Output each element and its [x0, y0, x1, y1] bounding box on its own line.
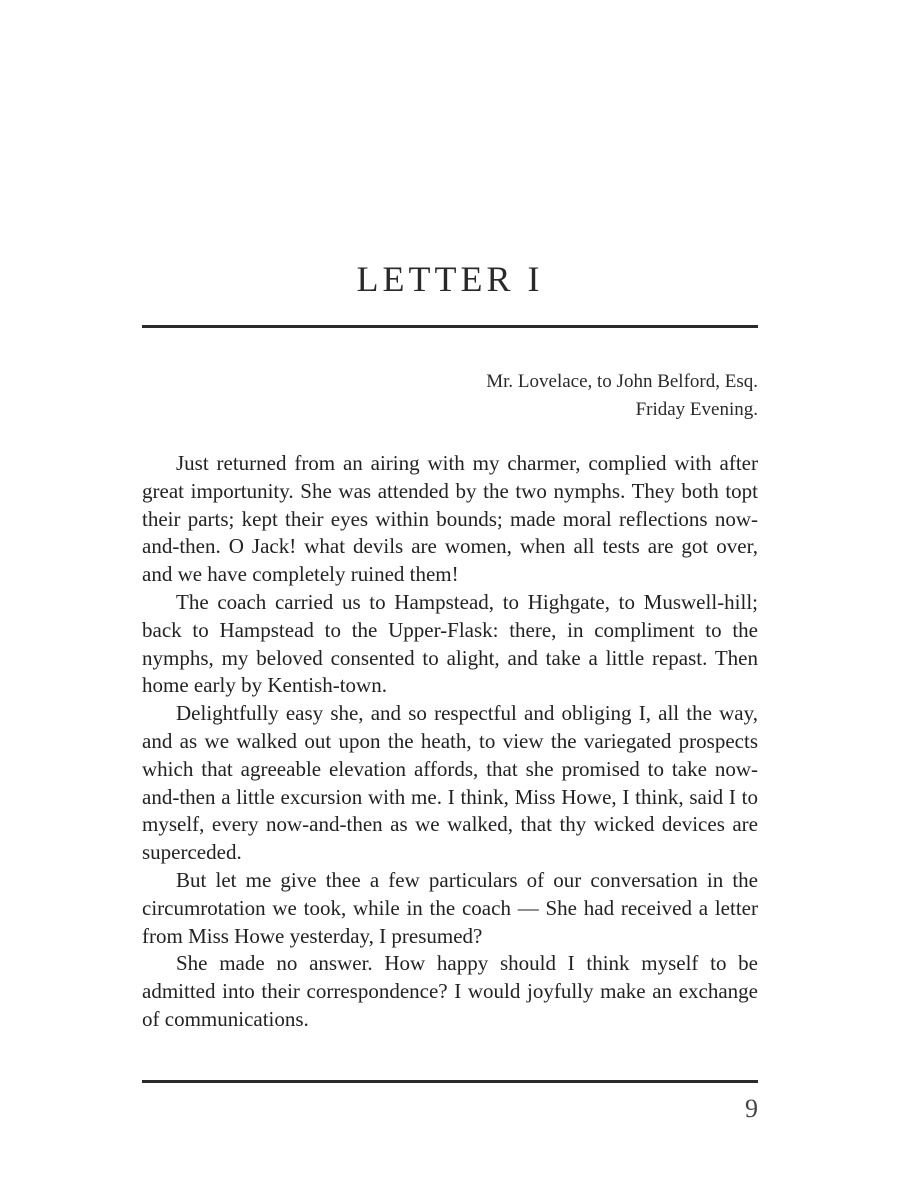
paragraph: Delightfully easy she, and so respectful and obliging I, all the way, and as we walked out upon the heath, to view the variegated prospects which that agreeable elevation affords, that she promised to take now-and-then a little excursion with me. I think, Miss Howe, I think, said I to myself, every now-and-then as we walked, that thy wicked devices are superceded. — [142, 701, 758, 865]
letter-title: LETTER I — [356, 259, 544, 299]
page-number: 9 — [745, 1094, 758, 1123]
paragraph: She made no answer. How happy should I think myself to be admitted into their correspondence? I would joyfully make an exchange of communications. — [142, 951, 758, 1031]
date-line: Friday Evening. — [635, 399, 758, 420]
letter-heading — [486, 368, 758, 424]
paragraph: The coach carried us to Hampstead, to Highgate, to Muswell-hill; back to Hampstead to the Upper-Flask: there, in compliment to the nymphs, my beloved consented to alight, and take a little repast. Then home early by Kentish-town. — [142, 589, 758, 698]
letter-body — [142, 450, 758, 1034]
paragraph: But let me give thee a few particulars of our conversation in the circumrotation we took, while in the coach — She had received a letter from Miss Howe yesterday, I presumed? — [142, 867, 758, 948]
sender-recipient-line: Mr. Lovelace, to John Belford, Esq. — [486, 371, 758, 392]
paragraph: Just returned from an airing with my charmer, complied with after great importunity. She was attended by the two nymphs. They both topt their parts; kept their eyes within bounds; made moral reflections now-and-then. O Jack! what devils are women, when all tests are got over, and we have completely ruined them! — [142, 451, 758, 587]
footer-divider — [142, 1080, 758, 1083]
title-divider — [142, 325, 758, 328]
